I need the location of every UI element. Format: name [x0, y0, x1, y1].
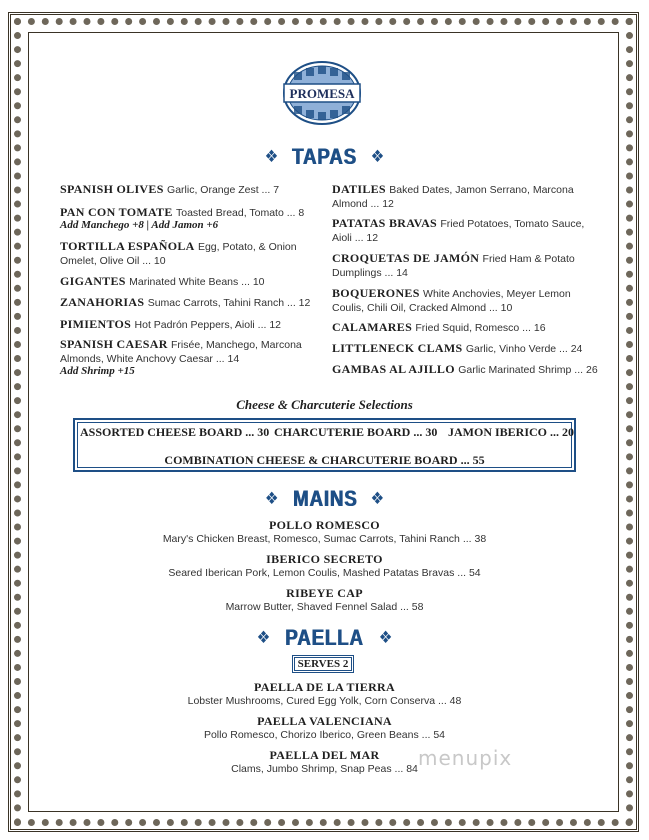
- tapas-title: TAPAS: [292, 144, 357, 169]
- menu-item: [60, 274, 265, 289]
- menu-item: [332, 362, 598, 377]
- item-name: DATILES: [332, 182, 386, 196]
- ornament-icon: ❖: [256, 628, 271, 648]
- item-desc: Baked Dates, Jamon Serrano, Marcona: [389, 184, 574, 196]
- item-desc: Garlic, Vinho Verde ... 24: [465, 343, 583, 355]
- item-desc: Seared Iberican Pork, Lemon Coulis, Mashed Patatas Bravas ... 54: [168, 567, 481, 579]
- menu-item: [332, 182, 574, 211]
- item-desc: Almond ... 12: [332, 198, 394, 210]
- main-item: [0, 586, 649, 613]
- item-desc: Frisée, Manchego, Marcona: [171, 339, 302, 351]
- charcuterie-board: CHARCUTERIE BOARD ... 30: [274, 425, 438, 439]
- ornament-icon: ❖: [370, 147, 385, 167]
- item-desc: Sumac Carrots, Tahini Ranch ... 12: [147, 297, 311, 309]
- item-name: RIBEYE CAP: [286, 586, 363, 600]
- main-item: [0, 518, 649, 545]
- item-desc: Almonds, White Anchovy Caesar ... 14: [60, 353, 240, 365]
- menu-item: [60, 295, 310, 310]
- item-name: POLLO ROMESCO: [269, 518, 380, 532]
- watermark: menupix: [418, 746, 513, 770]
- item-desc: Clams, Jumbo Shrimp, Snap Peas ... 84: [231, 763, 418, 775]
- item-name: SPANISH CAESAR: [60, 337, 168, 351]
- item-name: PAELLA DEL MAR: [269, 748, 380, 762]
- item-desc: Garlic Marinated Shrimp ... 26: [458, 364, 598, 376]
- item-desc: Coulis, Chili Oil, Cracked Almond ... 10: [332, 302, 513, 314]
- item-desc: Aioli ... 12: [332, 232, 379, 244]
- ornament-icon: ❖: [370, 489, 385, 509]
- item-desc: White Anchovies, Meyer Lemon: [423, 288, 571, 300]
- item-name: LITTLENECK CLAMS: [332, 341, 463, 355]
- item-desc: Dumplings ... 14: [332, 267, 408, 279]
- ornament-icon: ❖: [378, 628, 393, 648]
- item-desc: Marrow Butter, Shaved Fennel Salad ... 58: [225, 601, 424, 613]
- menu-item: [332, 216, 584, 245]
- menu-item: [60, 205, 304, 220]
- item-name: PAN CON TOMATE: [60, 205, 173, 219]
- item-name: PIMIENTOS: [60, 317, 132, 331]
- item-name: CROQUETAS DE JAMÓN: [332, 251, 480, 265]
- item-desc: Egg, Potato, & Onion: [197, 241, 297, 253]
- combination-board: COMBINATION CHEESE & CHARCUTERIE BOARD ... 55: [164, 453, 485, 467]
- item-desc: Garlic, Orange Zest ... 7: [167, 184, 280, 196]
- item-name: PAELLA DE LA TIERRA: [254, 680, 395, 694]
- menu-item: [332, 341, 582, 356]
- item-desc: Omelet, Olive Oil ... 10: [60, 255, 166, 267]
- item-desc: Hot Padrón Peppers, Aioli ... 12: [134, 319, 282, 331]
- item-desc: Mary's Chicken Breast, Romesco, Sumac Carrots, Tahini Ranch ... 38: [162, 533, 487, 545]
- item-name: IBERICO SECRETO: [266, 552, 383, 566]
- item-name: ZANAHORIAS: [60, 295, 145, 309]
- item-addon: Add Manchego +8 | Add Jamon +6: [60, 219, 219, 231]
- logo-text: PROMESA: [289, 86, 355, 101]
- cheese-heading: Cheese & Charcuterie Selections: [236, 397, 413, 412]
- item-addon: Add Shrimp +15: [60, 365, 135, 377]
- promesa-logo: [282, 60, 362, 126]
- paella-item: [0, 748, 649, 775]
- paella-heading: [0, 625, 649, 651]
- item-desc: Fried Squid, Romesco ... 16: [415, 322, 546, 334]
- menu-item: [60, 317, 281, 332]
- menu-item: [60, 337, 302, 366]
- mains-heading: [0, 486, 649, 512]
- item-desc: Pollo Romesco, Chorizo Iberico, Green Beans ... 54: [203, 729, 446, 741]
- main-item: [0, 552, 649, 579]
- item-desc: Marinated White Beans ... 10: [129, 276, 265, 288]
- paella-item: [0, 680, 649, 707]
- item-name: BOQUERONES: [332, 286, 420, 300]
- menu-item: [60, 239, 297, 268]
- item-name: TORTILLA ESPAÑOLA: [60, 239, 195, 253]
- item-desc: Lobster Mushrooms, Cured Egg Yolk, Corn Conserva ... 48: [187, 695, 462, 707]
- ornament-icon: ❖: [264, 147, 279, 167]
- item-name: SPANISH OLIVES: [60, 182, 164, 196]
- tapas-heading: [0, 144, 649, 170]
- paella-title: PAELLA: [285, 625, 364, 650]
- item-desc: Toasted Bread, Tomato ... 8: [176, 207, 305, 219]
- item-name: CALAMARES: [332, 320, 413, 334]
- menu-item: [332, 320, 546, 335]
- menu-item: [332, 286, 571, 315]
- serves-badge: SERVES 2: [292, 655, 354, 673]
- assorted-cheese-board: ASSORTED CHEESE BOARD ... 30: [80, 425, 270, 439]
- jamon-iberico: JAMON IBERICO ... 20: [448, 425, 575, 439]
- item-name: PATATAS BRAVAS: [332, 216, 438, 230]
- item-name: GAMBAS AL AJILLO: [332, 362, 455, 376]
- item-desc: Fried Ham & Potato: [482, 253, 575, 265]
- item-name: PAELLA VALENCIANA: [257, 714, 392, 728]
- mains-title: MAINS: [292, 486, 357, 511]
- menu-item: [60, 182, 279, 197]
- item-desc: Fried Potatoes, Tomato Sauce,: [440, 218, 585, 230]
- ornament-icon: ❖: [264, 489, 279, 509]
- item-name: GIGANTES: [60, 274, 126, 288]
- menu-item: [332, 251, 575, 280]
- paella-item: [0, 714, 649, 741]
